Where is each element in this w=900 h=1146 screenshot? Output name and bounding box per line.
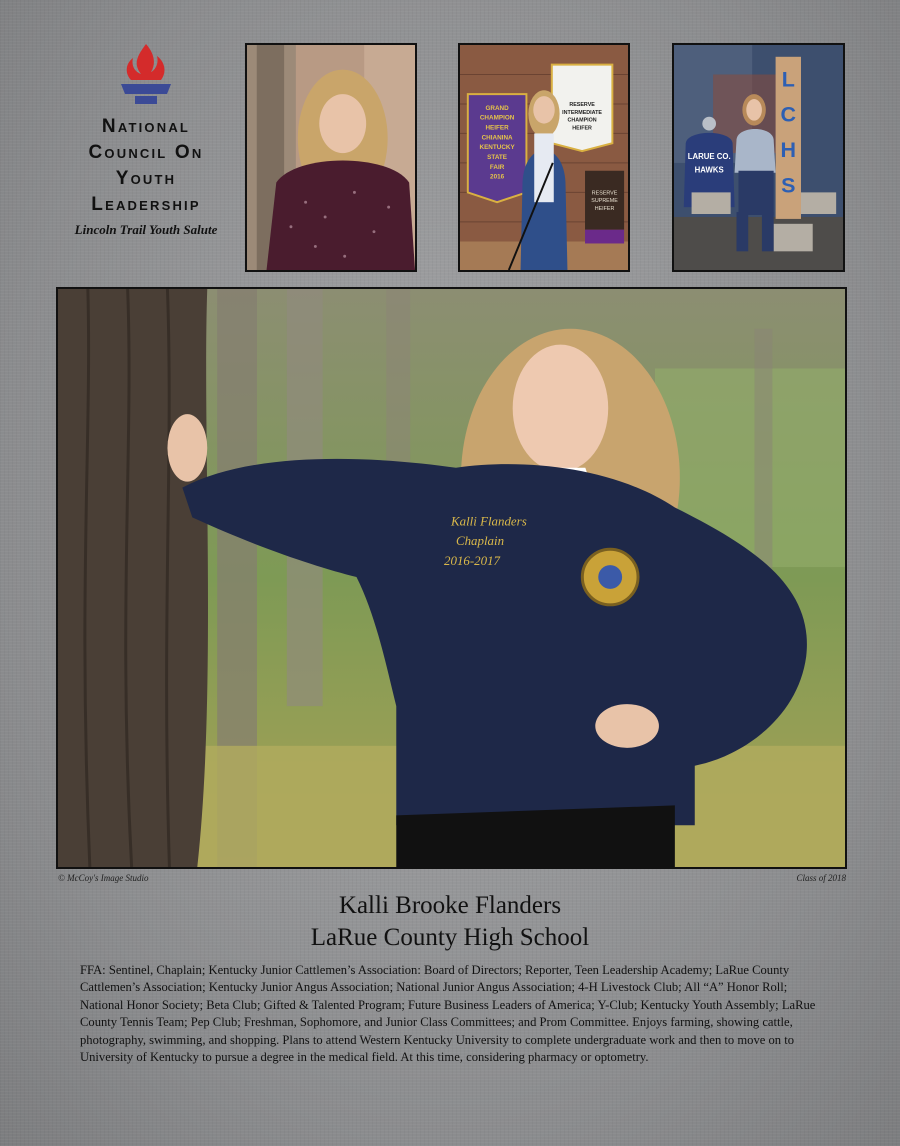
portrait-photo-2-banners [458, 43, 630, 272]
lchs-letter: H [780, 136, 797, 163]
sign-line: SUPREME [591, 198, 618, 205]
main-jacket-years: 2016-2017 [444, 553, 501, 569]
banner-left-line: HEIFER [485, 124, 509, 132]
sign-line: RESERVE [591, 190, 618, 197]
portrait-photo-3-lchs [672, 43, 845, 272]
jacket-text-line: LARUE CO. [687, 151, 731, 161]
org-name-line-3: Youth [115, 168, 177, 189]
banner-left-line: FAIR [489, 163, 505, 171]
banner-left-line: CHAMPION [479, 114, 515, 122]
portrait-photo-1 [245, 43, 417, 272]
lchs-letter: L [781, 66, 795, 92]
org-name-line-4: Leadership [91, 194, 201, 215]
org-name-line-2: Council On [88, 142, 204, 163]
banner-left-line: KENTUCKY [479, 144, 515, 152]
student-name: Kalli Brooke Flanders [338, 892, 562, 919]
main-portrait-photo [56, 287, 847, 869]
banner-right-line: CHAMPION [567, 117, 597, 124]
banner-right-line: HEIFER [572, 125, 592, 132]
banner-left-line: CHIANINA [481, 134, 513, 142]
banner-right-line: RESERVE [569, 101, 595, 108]
organization-logo-block [50, 42, 242, 238]
lchs-letter: S [781, 172, 796, 198]
banner-left-line: 2016 [490, 173, 505, 181]
lchs-letter: C [780, 101, 797, 127]
main-jacket-name: Kalli Flanders [451, 513, 527, 529]
student-heading [0, 890, 900, 954]
main-jacket-office: Chaplain [455, 533, 505, 549]
torch-logo-icon [113, 42, 179, 108]
jacket-text-line: HAWKS [694, 165, 724, 175]
banner-left-line: GRAND [485, 104, 509, 112]
banner-right-line: INTERMEDIATE [562, 109, 602, 116]
class-year: Class of 2018 [796, 873, 846, 883]
student-school: LaRue County High School [310, 924, 590, 951]
sign-line: HEIFER [594, 206, 615, 213]
banner-left-line: STATE [487, 153, 508, 161]
org-name-line-1: National [101, 116, 191, 137]
org-subtitle: Lincoln Trail Youth Salute [74, 222, 218, 237]
student-bio: FFA: Sentinel, Chaplain; Kentucky Junior Cattlemen’s Association: Board of Directors; Reporter, Teen Leadership Academy; LaRue County Cattlemen’s Association; Kentucky Junior Angus Association; National Junior Angus Association; 4-H Livestock Club; All “A” Honor Roll; National Honor Society; Beta Club; Gifted & Talented Program; Future Business Leaders of America; Y-Club; Kentucky Youth Assembly; LaRue County Tennis Team; Pep Club; Freshman, Sophomore, and Junior Class Committees; and Prom Committee. Enjoys farming, showing cattle, photography, swimming, and shopping. Plans to attend Western Kentucky University to complete undergraduate work and then to move on to University of Kentucky to pursue a degree in the medical field. At this time, considering pharmacy or optometry. [80, 963, 816, 1065]
photo-credit: © McCoy's Image Studio [58, 873, 149, 883]
